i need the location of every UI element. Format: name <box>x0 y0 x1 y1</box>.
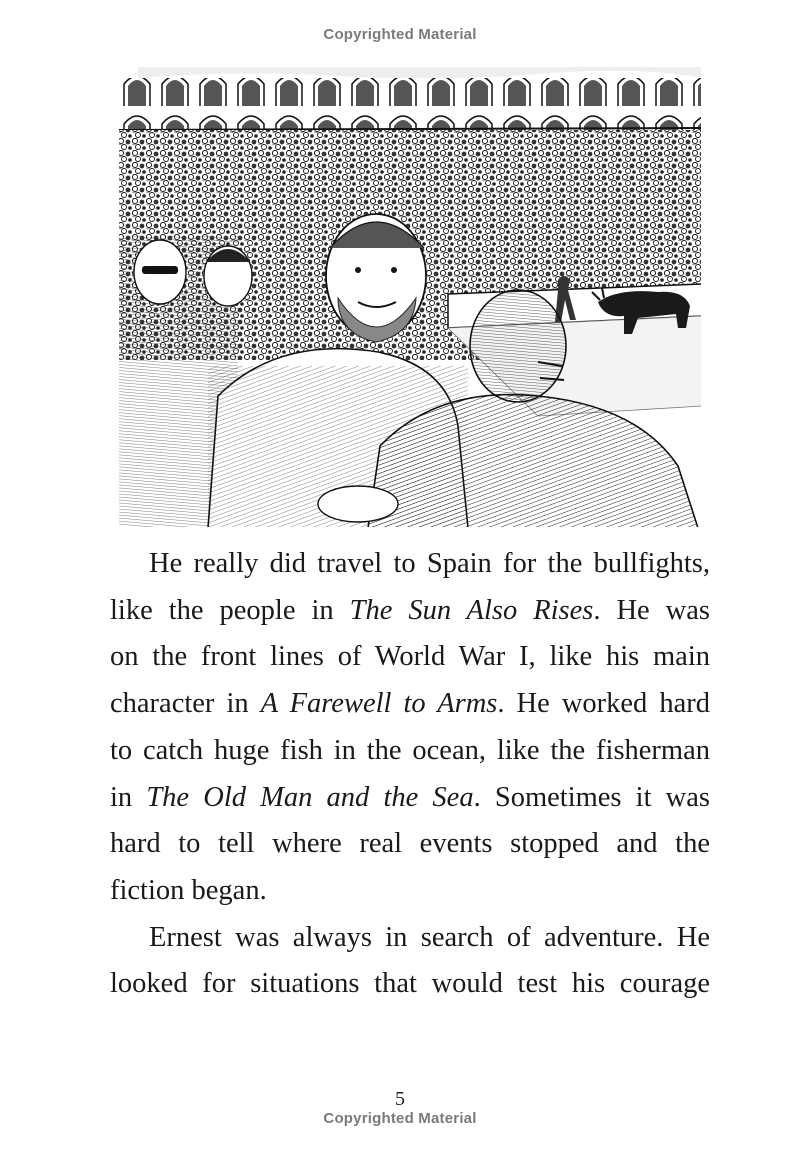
paragraph-1 <box>110 541 710 915</box>
text-line: character in A Farewell to Arms. He worked hard <box>110 688 710 720</box>
body-text <box>110 541 710 1008</box>
text-line: like the people in The Sun Also Rises. He was <box>110 594 710 626</box>
book-title: The Old Man and the Sea <box>146 781 474 813</box>
text-line: to catch huge fish in the ocean, like the fisherman <box>110 734 710 766</box>
text-segment: He really did travel to Spain for the bullfights, <box>149 548 710 579</box>
page-number: 5 <box>395 1088 405 1110</box>
text-line: Ernest was always in search of adventure. He <box>149 921 710 953</box>
copyright-watermark-top: Copyrighted Material <box>323 26 477 43</box>
text-line: on the front lines of World War I, like his main <box>110 641 710 673</box>
text-line: hard to tell where real events stopped and the <box>110 828 710 860</box>
text-line: fiction began. <box>110 874 267 906</box>
text-line: looked for situations that would test his courage <box>110 968 710 1000</box>
copyright-watermark-bottom: Copyrighted Material <box>323 1110 477 1127</box>
text-line <box>110 541 710 588</box>
bullfight-illustration <box>118 66 702 528</box>
book-title: The Sun Also Rises <box>349 594 594 626</box>
book-title: A Farewell to Arms <box>260 688 498 720</box>
paragraph-2 <box>110 915 710 1008</box>
text-line: in The Old Man and the Sea. Sometimes it was <box>110 781 710 813</box>
